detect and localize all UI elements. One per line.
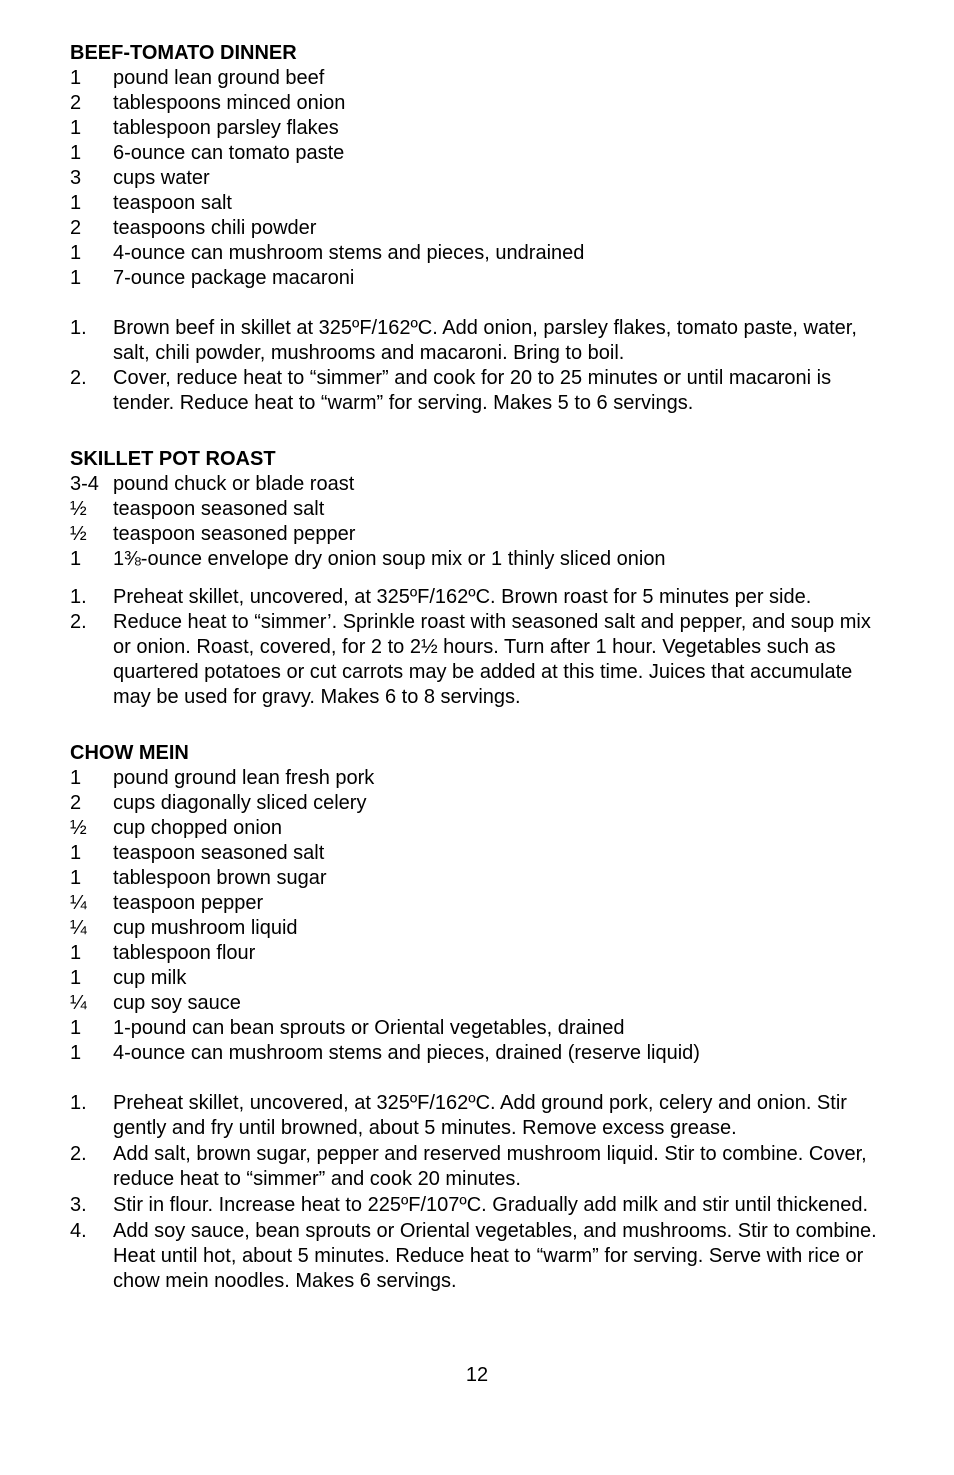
ingredient-item: [70, 1041, 894, 1066]
step-number: 2.: [70, 611, 87, 633]
ingredient-item: [70, 116, 894, 141]
ingredient-qty: 1: [70, 967, 82, 989]
ingredient-qty: 2: [70, 217, 82, 239]
ingredient-qty: ½: [70, 523, 87, 545]
ingredient-qty: ¼: [70, 917, 87, 939]
ingredient-text: cup chopped onion: [113, 817, 283, 839]
step-text: Add soy sauce, bean sprouts or Oriental vegetables, and mushrooms. Stir to combine. Heat until hot, about 5 minutes. Reduce heat to “warm” for serving. Serve with rice or chow mein noodles. Makes 6 servings.: [113, 1220, 877, 1292]
step-item: [70, 316, 894, 366]
step-text: Cover, reduce heat to “simmer” and cook for 20 to 25 minutes or until macaroni is tender. Reduce heat to “warm” for serving. Makes 5 to 6 servings.: [113, 367, 832, 414]
ingredient-qty: 1: [70, 67, 82, 89]
ingredient-text: cup soy sauce: [113, 992, 241, 1014]
ingredient-item: [70, 216, 894, 241]
ingredient-qty: ½: [70, 817, 87, 839]
step-list: [70, 1091, 894, 1294]
ingredient-qty: 1: [70, 867, 82, 889]
recipe-skillet-pot-roast: [70, 447, 894, 710]
ingredient-text: cup mushroom liquid: [113, 917, 298, 939]
step-text: Brown beef in skillet at 325ºF/162ºC. Add onion, parsley flakes, tomato paste, water, salt, chili powder, mushrooms and macaroni. Bring to boil.: [113, 317, 857, 364]
step-text: Reduce heat to “simmer’. Sprinkle roast with seasoned salt and pepper, and soup mix or onion. Roast, covered, for 2 to 2½ hours. Turn after 1 hour. Vegetables such as quartered potatoes or cut carrots may be added at this time. Juices that accumulate may be used for gravy. Makes 6 to 8 servings.: [113, 611, 871, 708]
step-item: [70, 366, 894, 416]
ingredient-text: pound chuck or blade roast: [113, 473, 355, 495]
ingredient-qty: 1: [70, 842, 82, 864]
ingredient-qty: 1: [70, 117, 82, 139]
ingredient-qty: 1: [70, 267, 82, 289]
ingredient-text: 1-pound can bean sprouts or Oriental vegetables, drained: [113, 1017, 625, 1039]
ingredient-item: [70, 966, 894, 991]
ingredient-text: teaspoon pepper: [113, 892, 264, 914]
ingredient-qty: 1: [70, 242, 82, 264]
recipe-chow-mein: [70, 741, 894, 1294]
ingredient-item: [70, 991, 894, 1016]
step-item: [70, 585, 894, 610]
ingredient-item: [70, 66, 894, 91]
ingredient-text: teaspoon seasoned pepper: [113, 523, 356, 545]
ingredient-qty: 1: [70, 548, 82, 570]
ingredient-text: 1⅜-ounce envelope dry onion soup mix or 1 thinly sliced onion: [113, 548, 666, 570]
ingredient-text: teaspoons chili powder: [113, 217, 317, 239]
ingredient-list: [70, 66, 894, 291]
step-number: 1.: [70, 1092, 87, 1114]
step-text: Add salt, brown sugar, pepper and reserved mushroom liquid. Stir to combine. Cover, reduce heat to “simmer” and cook 20 minutes.: [113, 1143, 867, 1190]
ingredient-qty: 1: [70, 192, 82, 214]
ingredient-text: tablespoon flour: [113, 942, 256, 964]
step-number: 4.: [70, 1220, 87, 1242]
ingredient-qty: 1: [70, 1017, 82, 1039]
ingredient-item: [70, 841, 894, 866]
ingredient-qty: ¼: [70, 892, 87, 914]
step-item: [70, 1193, 894, 1218]
ingredient-item: [70, 547, 894, 572]
ingredient-item: [70, 916, 894, 941]
ingredient-item: [70, 497, 894, 522]
ingredient-qty: 3-4: [70, 473, 99, 495]
ingredient-qty: 1: [70, 1042, 82, 1064]
ingredient-text: 7-ounce package macaroni: [113, 267, 355, 289]
step-item: [70, 610, 894, 710]
step-item: [70, 1219, 894, 1294]
step-list: [70, 316, 894, 416]
ingredient-qty: 1: [70, 142, 82, 164]
ingredient-item: [70, 166, 894, 191]
step-item: [70, 1142, 894, 1192]
page-number: 12: [465, 1364, 489, 1386]
ingredient-text: tablespoon parsley flakes: [113, 117, 339, 139]
ingredient-qty: 2: [70, 92, 82, 114]
ingredient-qty: 2: [70, 792, 82, 814]
step-number: 2.: [70, 367, 87, 389]
ingredient-item: [70, 1016, 894, 1041]
ingredient-text: cup milk: [113, 967, 187, 989]
ingredient-item: [70, 241, 894, 266]
ingredient-qty: 1: [70, 767, 82, 789]
ingredient-qty: ½: [70, 498, 87, 520]
step-number: 3.: [70, 1194, 87, 1216]
ingredient-text: teaspoon salt: [113, 192, 232, 214]
ingredient-text: teaspoon seasoned salt: [113, 842, 325, 864]
step-text: Stir in flour. Increase heat to 225ºF/107ºC. Gradually add milk and stir until thickened.: [113, 1194, 868, 1216]
ingredient-item: [70, 472, 894, 497]
step-list: [70, 585, 894, 710]
step-text: Preheat skillet, uncovered, at 325ºF/162ºC. Brown roast for 5 minutes per side.: [113, 586, 812, 608]
recipe-title: BEEF-TOMATO DINNER: [70, 42, 297, 64]
ingredient-text: cups water: [113, 167, 210, 189]
ingredient-item: [70, 522, 894, 547]
ingredient-qty: ¼: [70, 992, 87, 1014]
ingredient-item: [70, 141, 894, 166]
ingredient-item: [70, 266, 894, 291]
ingredient-item: [70, 941, 894, 966]
ingredient-qty: 1: [70, 942, 82, 964]
step-number: 2.: [70, 1143, 87, 1165]
step-text: Preheat skillet, uncovered, at 325ºF/162ºC. Add ground pork, celery and onion. Stir gently and fry until browned, about 5 minutes. Remove excess grease.: [113, 1092, 847, 1139]
recipe-beef-tomato-dinner: [70, 41, 894, 416]
ingredient-text: pound lean ground beef: [113, 67, 325, 89]
ingredient-item: [70, 866, 894, 891]
ingredient-item: [70, 766, 894, 791]
ingredient-list: [70, 472, 894, 572]
ingredient-text: tablespoons minced onion: [113, 92, 346, 114]
ingredient-qty: 3: [70, 167, 82, 189]
ingredient-text: 6-ounce can tomato paste: [113, 142, 345, 164]
ingredient-item: [70, 791, 894, 816]
recipe-title: SKILLET POT ROAST: [70, 448, 276, 470]
step-item: [70, 1091, 894, 1141]
step-number: 1.: [70, 317, 87, 339]
ingredient-item: [70, 891, 894, 916]
ingredient-text: 4-ounce can mushroom stems and pieces, drained (reserve liquid): [113, 1042, 700, 1064]
ingredient-text: tablespoon brown sugar: [113, 867, 327, 889]
ingredient-text: 4-ounce can mushroom stems and pieces, undrained: [113, 242, 585, 264]
recipe-title: CHOW MEIN: [70, 742, 189, 764]
ingredient-item: [70, 91, 894, 116]
ingredient-item: [70, 816, 894, 841]
ingredient-item: [70, 191, 894, 216]
step-number: 1.: [70, 586, 87, 608]
ingredient-text: cups diagonally sliced celery: [113, 792, 367, 814]
ingredient-text: pound ground lean fresh pork: [113, 767, 375, 789]
ingredient-list: [70, 766, 894, 1066]
ingredient-text: teaspoon seasoned salt: [113, 498, 325, 520]
